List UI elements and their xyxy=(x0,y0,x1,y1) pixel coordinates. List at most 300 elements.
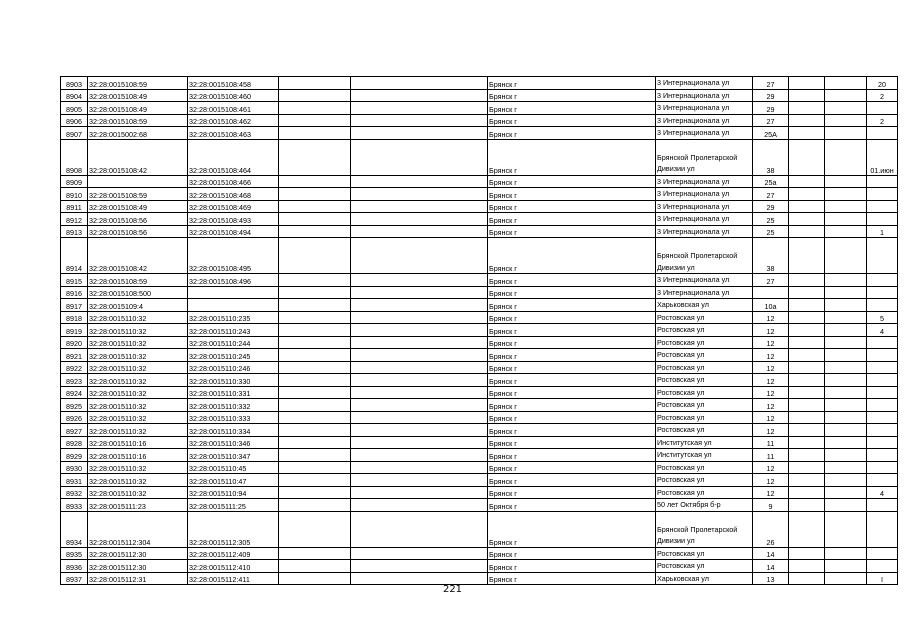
object-cadastral-number-cell: 32:28:0015108:496 xyxy=(188,274,279,287)
object-cadastral-number-cell: 32:28:0015112:410 xyxy=(188,560,279,573)
house-number-cell: 12 xyxy=(753,411,789,424)
empty-cell xyxy=(825,399,867,412)
row-number-cell: 8912 xyxy=(61,213,88,226)
house-number-cell: 27 xyxy=(753,114,789,127)
table-row xyxy=(61,386,898,399)
apartment-cell xyxy=(867,188,898,201)
empty-cell xyxy=(789,361,825,374)
street-cell: Ростовская ул xyxy=(656,374,753,387)
house-number-cell: 12 xyxy=(753,311,789,324)
row-number-cell: 8915 xyxy=(61,274,88,287)
table-row xyxy=(61,336,898,349)
apartment-cell: 2 xyxy=(867,114,898,127)
street-cell: Ростовская ул xyxy=(656,547,753,560)
street-cell: Ростовская ул xyxy=(656,386,753,399)
cadastral-number-cell: 32:28:0015112:31 xyxy=(88,572,188,585)
city-cell: Брянск г xyxy=(488,225,656,238)
empty-cell xyxy=(279,238,351,274)
table-row xyxy=(61,286,898,299)
city-cell: Брянск г xyxy=(488,286,656,299)
row-number-cell: 8937 xyxy=(61,572,88,585)
empty-cell xyxy=(789,336,825,349)
empty-cell xyxy=(279,200,351,213)
city-cell: Брянск г xyxy=(488,238,656,274)
apartment-cell xyxy=(867,424,898,437)
empty-cell xyxy=(279,349,351,362)
object-cadastral-number-cell: 32:28:0015110:94 xyxy=(188,486,279,499)
apartment-cell xyxy=(867,200,898,213)
table-row xyxy=(61,560,898,573)
empty-cell xyxy=(789,311,825,324)
empty-cell xyxy=(279,474,351,487)
object-cadastral-number-cell: 32:28:0015110:331 xyxy=(188,386,279,399)
house-number-cell: 25а xyxy=(753,175,789,188)
row-number-cell: 8921 xyxy=(61,349,88,362)
cadastral-number-cell: 32:28:0015109:4 xyxy=(88,299,188,312)
apartment-cell xyxy=(867,336,898,349)
row-number-cell: 8914 xyxy=(61,238,88,274)
house-number-cell: 12 xyxy=(753,324,789,337)
row-number-cell: 8920 xyxy=(61,336,88,349)
empty-cell xyxy=(825,511,867,547)
object-cadastral-number-cell: 32:28:0015110:330 xyxy=(188,374,279,387)
table-row xyxy=(61,572,898,585)
house-number-cell: 12 xyxy=(753,486,789,499)
empty-cell xyxy=(351,449,488,462)
table-row xyxy=(61,324,898,337)
empty-cell xyxy=(825,361,867,374)
city-cell: Брянск г xyxy=(488,311,656,324)
house-number-cell: 29 xyxy=(753,200,789,213)
empty-cell xyxy=(351,436,488,449)
empty-cell xyxy=(279,311,351,324)
city-cell: Брянск г xyxy=(488,411,656,424)
row-number-cell: 8904 xyxy=(61,89,88,102)
street-cell: Ростовская ул xyxy=(656,361,753,374)
cadastral-number-cell: 32:28:0015110:32 xyxy=(88,386,188,399)
city-cell: Брянск г xyxy=(488,511,656,547)
city-cell: Брянск г xyxy=(488,127,656,140)
empty-cell xyxy=(825,188,867,201)
object-cadastral-number-cell: 32:28:0015110:246 xyxy=(188,361,279,374)
street-cell: Ростовская ул xyxy=(656,560,753,573)
object-cadastral-number-cell: 32:28:0015108:495 xyxy=(188,238,279,274)
object-cadastral-number-cell: 32:28:0015108:464 xyxy=(188,139,279,175)
empty-cell xyxy=(825,127,867,140)
table-row xyxy=(61,311,898,324)
apartment-cell: 4 xyxy=(867,486,898,499)
empty-cell xyxy=(351,175,488,188)
house-number-cell: 27 xyxy=(753,274,789,287)
empty-cell xyxy=(825,89,867,102)
street-cell: Брянской Пролетарской Дивизии ул xyxy=(656,238,753,274)
row-number-cell: 8908 xyxy=(61,139,88,175)
table-row xyxy=(61,200,898,213)
row-number-cell: 8903 xyxy=(61,77,88,90)
object-cadastral-number-cell: 32:28:0015108:469 xyxy=(188,200,279,213)
row-number-cell: 8933 xyxy=(61,499,88,512)
row-number-cell: 8926 xyxy=(61,411,88,424)
object-cadastral-number-cell: 32:28:0015110:346 xyxy=(188,436,279,449)
empty-cell xyxy=(825,274,867,287)
empty-cell xyxy=(789,225,825,238)
object-cadastral-number-cell: 32:28:0015108:494 xyxy=(188,225,279,238)
table-row xyxy=(61,499,898,512)
empty-cell xyxy=(825,424,867,437)
apartment-cell: I xyxy=(867,572,898,585)
table-row xyxy=(61,299,898,312)
cadastral-number-cell: 32:28:0015110:32 xyxy=(88,474,188,487)
city-cell: Брянск г xyxy=(488,474,656,487)
apartment-cell xyxy=(867,399,898,412)
row-number-cell: 8910 xyxy=(61,188,88,201)
house-number-cell: 12 xyxy=(753,474,789,487)
street-cell: 50 лет Октября б-р xyxy=(656,499,753,512)
cadastral-number-cell: 32:28:0015110:32 xyxy=(88,349,188,362)
empty-cell xyxy=(789,77,825,90)
empty-cell xyxy=(789,102,825,115)
empty-cell xyxy=(825,486,867,499)
empty-cell xyxy=(351,114,488,127)
city-cell: Брянск г xyxy=(488,188,656,201)
empty-cell xyxy=(351,324,488,337)
empty-cell xyxy=(789,511,825,547)
empty-cell xyxy=(825,311,867,324)
house-number-cell: 12 xyxy=(753,349,789,362)
apartment-cell xyxy=(867,436,898,449)
house-number-cell: 12 xyxy=(753,336,789,349)
empty-cell xyxy=(789,139,825,175)
row-number-cell: 8906 xyxy=(61,114,88,127)
empty-cell xyxy=(825,286,867,299)
cadastral-number-cell: 32:28:0015112:304 xyxy=(88,511,188,547)
empty-cell xyxy=(789,486,825,499)
table-row xyxy=(61,213,898,226)
empty-cell xyxy=(825,499,867,512)
house-number-cell: 25 xyxy=(753,225,789,238)
object-cadastral-number-cell: 32:28:0015110:47 xyxy=(188,474,279,487)
empty-cell xyxy=(351,511,488,547)
empty-cell xyxy=(825,139,867,175)
city-cell: Брянск г xyxy=(488,324,656,337)
city-cell: Брянск г xyxy=(488,336,656,349)
empty-cell xyxy=(351,424,488,437)
apartment-cell: 2 xyxy=(867,89,898,102)
empty-cell xyxy=(825,225,867,238)
empty-cell xyxy=(279,225,351,238)
apartment-cell: 01.июн xyxy=(867,139,898,175)
object-cadastral-number-cell: 32:28:0015110:334 xyxy=(188,424,279,437)
empty-cell xyxy=(279,324,351,337)
table-row xyxy=(61,511,898,547)
cadastral-number-cell: 32:28:0015110:32 xyxy=(88,399,188,412)
empty-cell xyxy=(351,213,488,226)
row-number-cell: 8931 xyxy=(61,474,88,487)
empty-cell xyxy=(789,286,825,299)
house-number-cell: 9 xyxy=(753,499,789,512)
empty-cell xyxy=(789,461,825,474)
empty-cell xyxy=(789,200,825,213)
cadastral-number-cell: 32:28:0015110:32 xyxy=(88,324,188,337)
empty-cell xyxy=(279,77,351,90)
empty-cell xyxy=(279,449,351,462)
street-cell: 3 Интернационала ул xyxy=(656,286,753,299)
street-cell: Брянской Пролетарской Дивизии ул xyxy=(656,139,753,175)
street-cell: 3 Интернационала ул xyxy=(656,127,753,140)
empty-cell xyxy=(825,238,867,274)
apartment-cell xyxy=(867,474,898,487)
table-row xyxy=(61,436,898,449)
empty-cell xyxy=(825,474,867,487)
apartment-cell xyxy=(867,449,898,462)
table-row xyxy=(61,274,898,287)
empty-cell xyxy=(279,424,351,437)
street-cell: Ростовская ул xyxy=(656,336,753,349)
empty-cell xyxy=(351,139,488,175)
object-cadastral-number-cell: 32:28:0015108:458 xyxy=(188,77,279,90)
empty-cell xyxy=(789,411,825,424)
cadastral-number-cell: 32:28:0015110:16 xyxy=(88,449,188,462)
empty-cell xyxy=(825,461,867,474)
cadastral-number-cell: 32:28:0015108:49 xyxy=(88,102,188,115)
house-number-cell: 29 xyxy=(753,102,789,115)
table-row xyxy=(61,77,898,90)
table-row xyxy=(61,114,898,127)
row-number-cell: 8935 xyxy=(61,547,88,560)
cadastral-number-cell: 32:28:0015108:59 xyxy=(88,77,188,90)
street-cell: Ростовская ул xyxy=(656,486,753,499)
city-cell: Брянск г xyxy=(488,461,656,474)
object-cadastral-number-cell: 32:28:0015108:463 xyxy=(188,127,279,140)
house-number-cell: 12 xyxy=(753,461,789,474)
empty-cell xyxy=(789,399,825,412)
house-number-cell: 12 xyxy=(753,386,789,399)
street-cell: 3 Интернационала ул xyxy=(656,114,753,127)
apartment-cell xyxy=(867,499,898,512)
empty-cell xyxy=(351,474,488,487)
table-row xyxy=(61,374,898,387)
city-cell: Брянск г xyxy=(488,547,656,560)
street-cell: Ростовская ул xyxy=(656,311,753,324)
object-cadastral-number-cell: 32:28:0015110:333 xyxy=(188,411,279,424)
empty-cell xyxy=(789,374,825,387)
empty-cell xyxy=(789,386,825,399)
apartment-cell: 4 xyxy=(867,324,898,337)
empty-cell xyxy=(351,274,488,287)
city-cell: Брянск г xyxy=(488,299,656,312)
cadastral-number-cell: 32:28:0015110:16 xyxy=(88,436,188,449)
empty-cell xyxy=(351,560,488,573)
street-cell: Ростовская ул xyxy=(656,461,753,474)
empty-cell xyxy=(789,449,825,462)
empty-cell xyxy=(279,411,351,424)
cadastral-number-cell: 32:28:0015112:30 xyxy=(88,560,188,573)
city-cell: Брянск г xyxy=(488,399,656,412)
empty-cell xyxy=(279,127,351,140)
house-number-cell: 14 xyxy=(753,547,789,560)
city-cell: Брянск г xyxy=(488,374,656,387)
city-cell: Брянск г xyxy=(488,560,656,573)
table-row xyxy=(61,127,898,140)
apartment-cell: 20 xyxy=(867,77,898,90)
house-number-cell: 12 xyxy=(753,361,789,374)
cadastral-number-cell: 32:28:0015110:32 xyxy=(88,311,188,324)
empty-cell xyxy=(279,274,351,287)
empty-cell xyxy=(351,225,488,238)
house-number-cell: 14 xyxy=(753,560,789,573)
row-number-cell: 8919 xyxy=(61,324,88,337)
empty-cell xyxy=(789,175,825,188)
cadastral-number-cell: 32:28:0015108:500 xyxy=(88,286,188,299)
cadastral-number-cell: 32:28:0015108:42 xyxy=(88,139,188,175)
empty-cell xyxy=(789,324,825,337)
empty-cell xyxy=(279,361,351,374)
cadastral-number-cell: 32:28:0015110:32 xyxy=(88,411,188,424)
apartment-cell xyxy=(867,349,898,362)
empty-cell xyxy=(279,499,351,512)
house-number-cell: 12 xyxy=(753,399,789,412)
object-cadastral-number-cell: 32:28:0015110:347 xyxy=(188,449,279,462)
table-row xyxy=(61,89,898,102)
apartment-cell xyxy=(867,547,898,560)
city-cell: Брянск г xyxy=(488,436,656,449)
row-number-cell: 8930 xyxy=(61,461,88,474)
cadastral-number-cell: 32:28:0015002:68 xyxy=(88,127,188,140)
house-number-cell xyxy=(753,286,789,299)
table-row xyxy=(61,486,898,499)
cadastral-number-cell: 32:28:0015108:49 xyxy=(88,89,188,102)
empty-cell xyxy=(789,299,825,312)
apartment-cell xyxy=(867,286,898,299)
object-cadastral-number-cell: 32:28:0015108:493 xyxy=(188,213,279,226)
house-number-cell: 13 xyxy=(753,572,789,585)
empty-cell xyxy=(351,127,488,140)
empty-cell xyxy=(351,499,488,512)
apartment-cell xyxy=(867,102,898,115)
apartment-cell xyxy=(867,461,898,474)
empty-cell xyxy=(789,572,825,585)
page-number: 221 xyxy=(442,584,463,595)
apartment-cell xyxy=(867,127,898,140)
house-number-cell: 38 xyxy=(753,238,789,274)
cadastral-number-cell: 32:28:0015108:59 xyxy=(88,274,188,287)
empty-cell xyxy=(789,547,825,560)
street-cell: 3 Интернационала ул xyxy=(656,175,753,188)
empty-cell xyxy=(351,374,488,387)
object-cadastral-number-cell: 32:28:0015112:411 xyxy=(188,572,279,585)
row-number-cell: 8909 xyxy=(61,175,88,188)
empty-cell xyxy=(825,386,867,399)
empty-cell xyxy=(279,213,351,226)
empty-cell xyxy=(825,449,867,462)
apartment-cell xyxy=(867,175,898,188)
empty-cell xyxy=(279,461,351,474)
empty-cell xyxy=(279,486,351,499)
empty-cell xyxy=(351,411,488,424)
empty-cell xyxy=(351,200,488,213)
cadastral-number-cell xyxy=(88,175,188,188)
city-cell: Брянск г xyxy=(488,274,656,287)
empty-cell xyxy=(279,436,351,449)
apartment-cell: 5 xyxy=(867,311,898,324)
city-cell: Брянск г xyxy=(488,349,656,362)
empty-cell xyxy=(789,188,825,201)
empty-cell xyxy=(279,560,351,573)
cadastral-number-cell: 32:28:0015108:56 xyxy=(88,225,188,238)
row-number-cell: 8923 xyxy=(61,374,88,387)
empty-cell xyxy=(351,572,488,585)
house-number-cell: 27 xyxy=(753,77,789,90)
street-cell: 3 Интернационала ул xyxy=(656,225,753,238)
city-cell: Брянск г xyxy=(488,213,656,226)
empty-cell xyxy=(351,461,488,474)
cadastral-number-cell: 32:28:0015110:32 xyxy=(88,374,188,387)
table-row xyxy=(61,424,898,437)
empty-cell xyxy=(825,572,867,585)
empty-cell xyxy=(825,299,867,312)
house-number-cell: 10а xyxy=(753,299,789,312)
house-number-cell: 27 xyxy=(753,188,789,201)
empty-cell xyxy=(279,188,351,201)
object-cadastral-number-cell: 32:28:0015110:332 xyxy=(188,399,279,412)
house-number-cell: 25А xyxy=(753,127,789,140)
cadastral-number-cell: 32:28:0015108:59 xyxy=(88,188,188,201)
empty-cell xyxy=(789,560,825,573)
street-cell: Харьковская ул xyxy=(656,572,753,585)
street-cell: 3 Интернационала ул xyxy=(656,213,753,226)
empty-cell xyxy=(825,349,867,362)
cadastral-number-cell: 32:28:0015110:32 xyxy=(88,424,188,437)
object-cadastral-number-cell: 32:28:0015110:244 xyxy=(188,336,279,349)
cadastral-number-cell: 32:28:0015110:32 xyxy=(88,361,188,374)
city-cell: Брянск г xyxy=(488,102,656,115)
empty-cell xyxy=(279,336,351,349)
empty-cell xyxy=(789,274,825,287)
row-number-cell: 8905 xyxy=(61,102,88,115)
empty-cell xyxy=(825,114,867,127)
empty-cell xyxy=(279,547,351,560)
empty-cell xyxy=(351,89,488,102)
empty-cell xyxy=(789,474,825,487)
empty-cell xyxy=(351,349,488,362)
cadastral-number-cell: 32:28:0015110:32 xyxy=(88,336,188,349)
object-cadastral-number-cell: 32:28:0015110:235 xyxy=(188,311,279,324)
cadastral-registry-table xyxy=(60,76,898,585)
empty-cell xyxy=(351,336,488,349)
row-number-cell: 8907 xyxy=(61,127,88,140)
street-cell: Ростовская ул xyxy=(656,424,753,437)
city-cell: Брянск г xyxy=(488,77,656,90)
table-row xyxy=(61,175,898,188)
city-cell: Брянск г xyxy=(488,89,656,102)
empty-cell xyxy=(279,399,351,412)
apartment-cell: 1 xyxy=(867,225,898,238)
street-cell: 3 Интернационала ул xyxy=(656,102,753,115)
apartment-cell xyxy=(867,213,898,226)
table-row xyxy=(61,188,898,201)
object-cadastral-number-cell xyxy=(188,286,279,299)
apartment-cell xyxy=(867,361,898,374)
city-cell: Брянск г xyxy=(488,486,656,499)
cadastral-number-cell: 32:28:0015112:30 xyxy=(88,547,188,560)
empty-cell xyxy=(351,299,488,312)
cadastral-number-cell: 32:28:0015110:32 xyxy=(88,461,188,474)
empty-cell xyxy=(351,386,488,399)
street-cell: Брянской Пролетарской Дивизии ул xyxy=(656,511,753,547)
row-number-cell: 8916 xyxy=(61,286,88,299)
empty-cell xyxy=(825,213,867,226)
house-number-cell: 29 xyxy=(753,89,789,102)
